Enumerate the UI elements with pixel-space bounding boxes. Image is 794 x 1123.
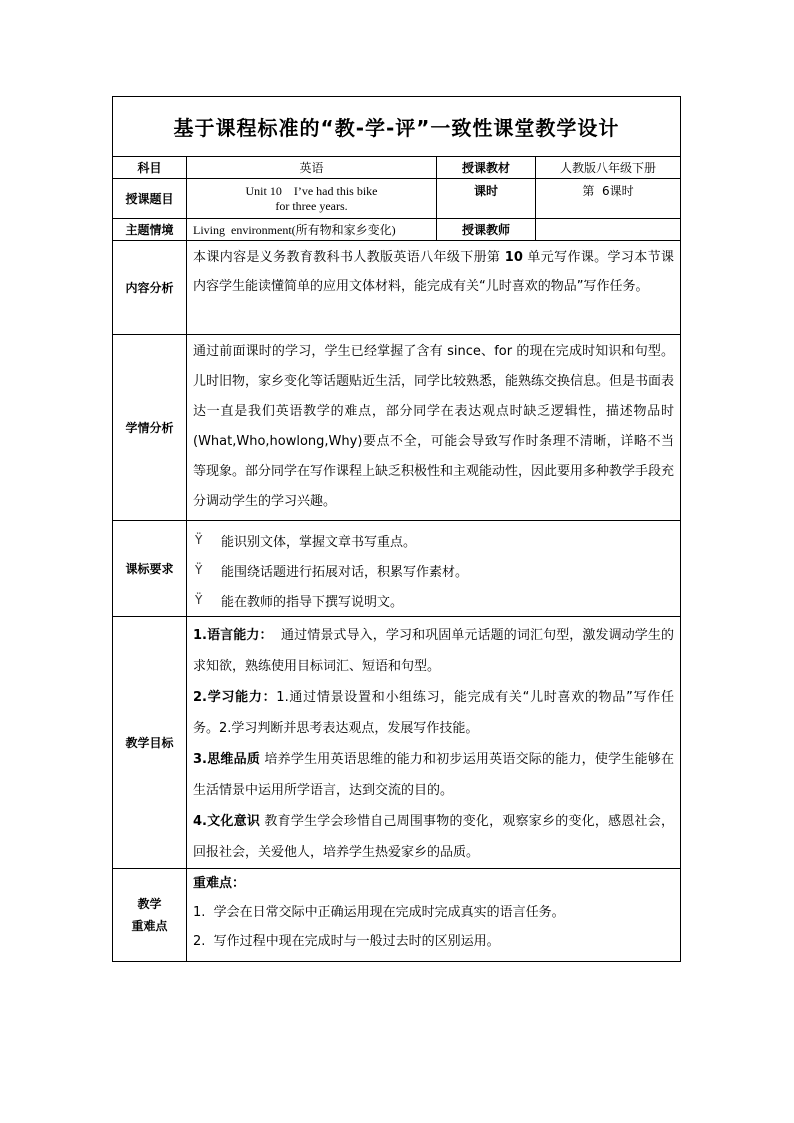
textbook-label: 授课教材	[437, 157, 536, 178]
key-points-item: 1. 学会在日常交际中正确运用现在完成时完成真实的语言任务。	[193, 905, 565, 920]
objective-item	[193, 620, 674, 682]
topic-line-1: Unit 10 I’ve had this bike	[245, 183, 378, 198]
objective-heading: 1.语言能力：	[193, 628, 273, 643]
info-row-theme	[113, 219, 680, 241]
theme-value: Living environment(所有物和家乡变化)	[187, 219, 437, 240]
standards-label: 课标要求	[113, 521, 187, 616]
objective-body: 通过情景式导入，学习和巩固单元话题的词汇句型，激发调动学生的求知欲，熟练使用目标词汇、短语和句型。	[193, 628, 675, 674]
standards-item-text: 能识别文体，掌握文章书写重点。	[221, 534, 417, 550]
key-points-content	[187, 869, 680, 961]
objective-body: 教育学生学会珍惜自己周围事物的变化，观察家乡的变化，感恩社会，回报社会，关爱他人，培养学生热爱家乡的品质。	[193, 814, 674, 860]
bullet-icon: Ÿ	[195, 533, 203, 547]
standards-item-text: 能围绕话题进行拓展对话，积累写作素材。	[221, 564, 469, 580]
content-analysis-text-a: 本课内容是义务教育教科书人教版英语八年级下册第	[193, 250, 505, 265]
objective-heading: 4.文化意识	[193, 814, 261, 829]
standards-item	[195, 555, 674, 585]
theme-label: 主题情境	[113, 219, 187, 240]
objectives-list	[187, 617, 680, 868]
subject-label: 科目	[113, 157, 187, 178]
key-points-label-line-1: 教学	[137, 897, 162, 911]
section-content-analysis	[113, 241, 680, 335]
learner-analysis-label: 学情分析	[113, 335, 187, 520]
content-analysis-label: 内容分析	[113, 241, 187, 334]
section-objectives	[113, 617, 680, 869]
objective-heading: 3.思维品质	[193, 752, 261, 767]
standards-item-text: 能在教师的指导下撰写说明文。	[221, 594, 404, 610]
section-standards	[113, 521, 680, 617]
info-row-topic	[113, 179, 680, 219]
content-analysis-unit-number: 10	[504, 250, 523, 265]
topic-line-2: for three years.	[275, 198, 348, 213]
teacher-value	[536, 219, 680, 240]
bullet-icon: Ÿ	[195, 563, 203, 577]
standards-item	[195, 525, 674, 555]
learner-analysis-text: 通过前面课时的学习，学生已经掌握了含有 since、for 的现在完成时知识和句型。儿时旧物，家乡变化等话题贴近生活，同学比较熟悉，能熟练交换信息。但是书面表达一直是我们英语教学的难点，部分同学在表达观点时缺乏逻辑性，描述物品时(What,Who,howlong,Why)要点不全，可能会导致写作时条理不清晰，详略不当等现象。部分同学在写作课程上缺乏积极性和主观能动性，因此要用多种教学手段充分调动学生的学习兴趣。	[193, 344, 675, 509]
document-title: 基于课程标准的“教-学-评”一致性课堂教学设计	[113, 97, 680, 157]
objectives-label: 教学目标	[113, 617, 187, 868]
key-points-item: 2. 写作过程中现在完成时与一般过去时的区别运用。	[193, 934, 500, 949]
content-analysis-text-c: 单元写作课。学习本节课内容学生能读懂简单的应用文体材料，能完成有关“儿时喜欢的物品”写作任务。	[193, 250, 674, 294]
key-points-heading: 重难点：	[193, 876, 246, 891]
objective-item	[193, 744, 674, 806]
standards-list	[187, 521, 680, 616]
section-key-points	[113, 869, 680, 961]
objective-heading: 2.学习能力：	[193, 690, 277, 705]
teacher-label: 授课教师	[437, 219, 536, 240]
key-points-label	[113, 869, 187, 961]
bullet-icon: Ÿ	[195, 593, 203, 607]
period-value: 第 6课时	[582, 184, 634, 198]
textbook-value: 人教版八年级下册	[559, 161, 656, 175]
period-label: 课时	[437, 179, 536, 218]
lesson-plan-table	[112, 96, 681, 962]
content-analysis-text	[187, 241, 680, 334]
objective-body: 1.通过情景设置和小组练习，能完成有关“儿时喜欢的物品”写作任务。2.学习判断并思考表达观点，发展写作技能。	[193, 690, 675, 736]
topic-label: 授课题目	[113, 179, 187, 218]
section-learner-analysis	[113, 335, 680, 521]
info-row-subject	[113, 157, 680, 179]
objective-item	[193, 806, 674, 868]
objective-item	[193, 682, 674, 744]
key-points-label-line-2: 重难点	[131, 919, 168, 933]
standards-item	[195, 585, 674, 615]
subject-value: 英语	[187, 157, 437, 178]
topic-value	[187, 179, 437, 218]
objective-body: 培养学生用英语思维的能力和初步运用英语交际的能力，使学生能够在生活情景中运用所学语言，达到交流的目的。	[193, 752, 674, 798]
